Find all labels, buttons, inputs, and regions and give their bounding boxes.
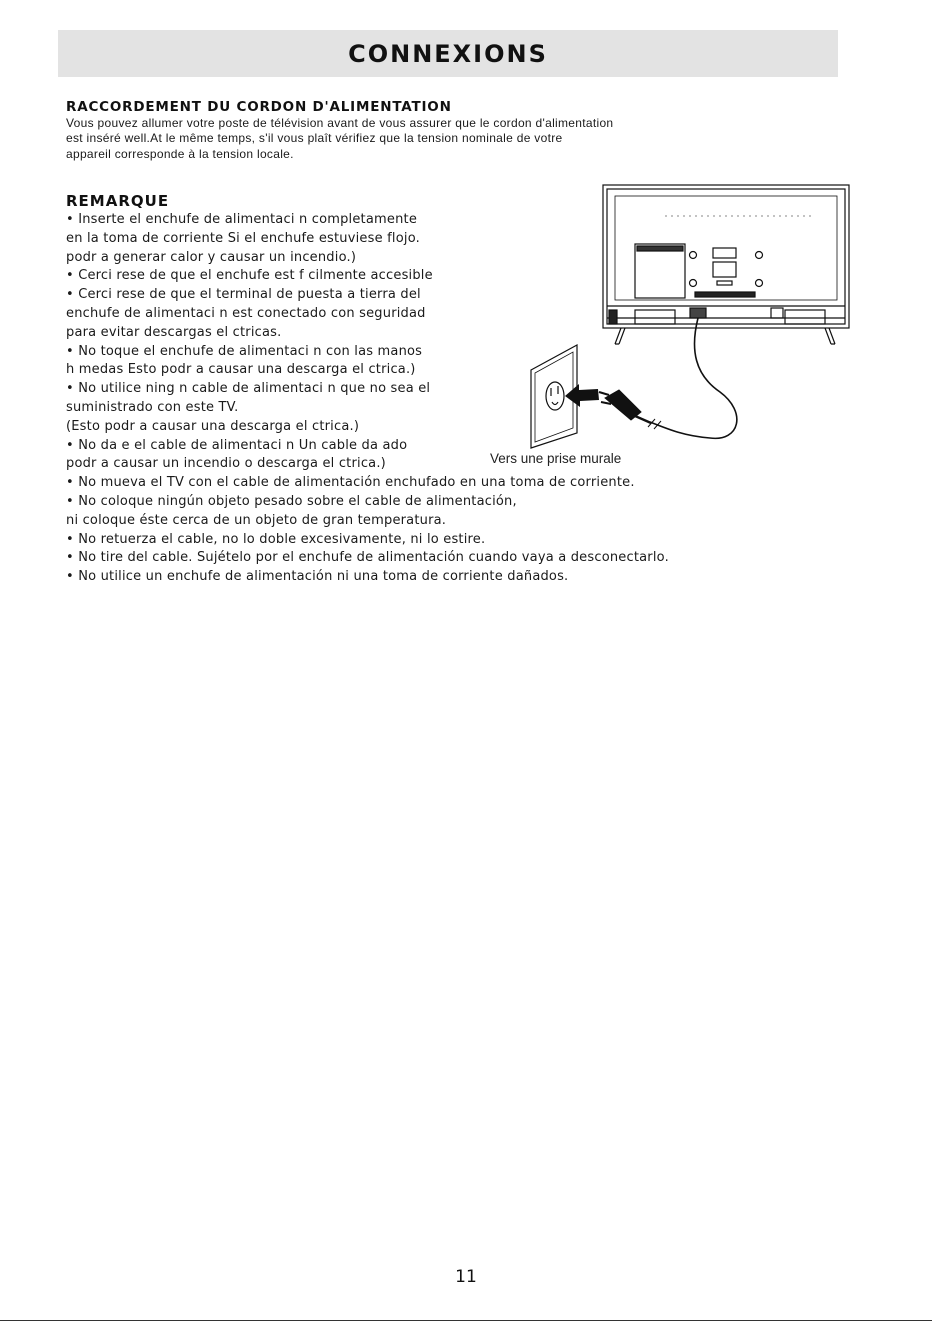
remark-line: • Cerci rese de que el enchufe est f cilmente accesible (66, 268, 433, 284)
remark-line: podr a generar calor y causar un incendio.) (66, 249, 357, 265)
remark-line: • No coloque ningún objeto pesado sobre el cable de alimentación, (66, 493, 517, 509)
remark-line: enchufe de alimentaci n est conectado con seguridad (66, 305, 426, 321)
page-number: 11 (455, 1267, 477, 1287)
remark-line: • Inserte el enchufe de alimentaci n completamente (66, 212, 418, 227)
power-cord (650, 318, 737, 438)
power-cord-line: Vous pouvez allumer votre poste de télévision avant de vous assurer que le cordon d'alimentation (66, 116, 614, 130)
power-cord-heading: RACCORDEMENT DU CORDON D'ALIMENTATION (66, 99, 452, 115)
remark-line: • No tire del cable. Sujételo por el enchufe de alimentación cuando vaya a desconectarlo. (66, 550, 669, 566)
page-title: CONNEXIONS (348, 39, 548, 68)
power-connection-illustration (485, 180, 855, 472)
remark-line: • No utilice un enchufe de alimentación ni una toma de corriente dañados. (66, 569, 569, 585)
remark-line: podr a causar un incendio o descarga el ctrica.) (66, 456, 386, 472)
remark-line: • No da e el cable de alimentaci n Un cable da ado (66, 437, 408, 453)
footer-divider (0, 1320, 932, 1321)
page-title-banner (58, 30, 838, 77)
remark-line: ni coloque éste cerca de un objeto de gran temperatura. (66, 512, 447, 528)
power-cord-line: appareil corresponde à la tension locale. (66, 146, 294, 161)
tv-rear-view (603, 185, 849, 344)
outlet-caption: Vers une prise murale (490, 451, 622, 466)
remark-line: para evitar descargas el ctricas. (66, 324, 282, 340)
remark-line: • Cerci rese de que el terminal de puesta a tierra del (66, 287, 421, 303)
tv-outlet-diagram (485, 180, 855, 472)
remark-line: • No mueva el TV con el cable de alimentación enchufado en una toma de corriente. (66, 475, 635, 491)
remark-line: • No toque el enchufe de alimentaci n con las manos (66, 343, 423, 359)
remark-line: (Esto podr a causar una descarga el ctrica.) (66, 418, 360, 434)
remark-line: suministrado con este TV. (66, 399, 239, 415)
remark-line: h medas Esto podr a causar una descarga el ctrica.) (66, 362, 416, 378)
power-plug (599, 390, 651, 423)
power-cord-line: est inséré well.At le même temps, s'il vous plaît vérifiez que la tension nominale de votre (66, 131, 563, 146)
power-cord-section (66, 99, 766, 162)
remark-line: • No retuerza el cable, no lo doble excesivamente, ni lo estire. (66, 531, 486, 547)
remark-line: en la toma de corriente Si el enchufe estuviese flojo. (66, 230, 420, 246)
remark-line: • No utilice ning n cable de alimentaci n que no sea el (66, 381, 431, 397)
remarks-heading: REMARQUE (66, 192, 170, 210)
